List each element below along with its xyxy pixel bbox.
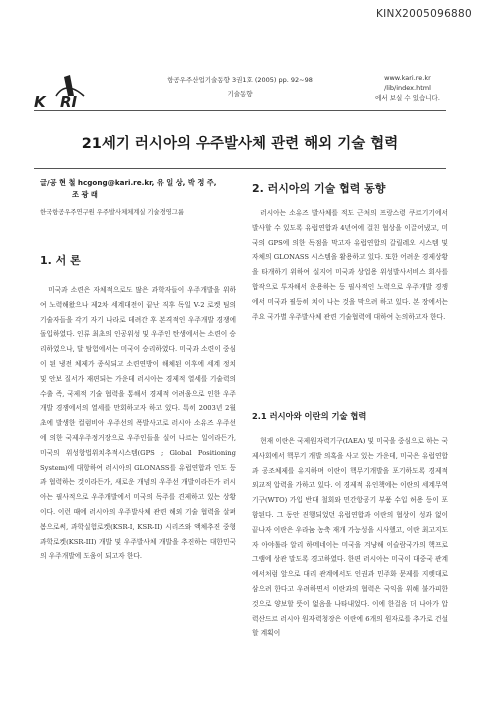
section-2-1-heading: 2.1 러시아와 이란의 기술 협력	[252, 411, 367, 421]
header-divider	[34, 110, 446, 111]
title-divider	[34, 168, 446, 169]
website-url[interactable]: www.kari.re.kr	[384, 74, 431, 82]
website-path[interactable]: /lib/index.html	[384, 84, 431, 92]
website-info	[340, 73, 475, 103]
section-2-body	[252, 206, 448, 324]
kari-logo	[34, 74, 106, 110]
section-2-1-paragraph: 현재 이란은 국제원자력기구(IAEA) 및 미국을 중심으로 하는 국제사회에서 핵무기 개발 의혹을 사고 있는 가운데, 미국은 유럽연합과 공조체제를 유지하며 이란이 핵무기개발을 포기하도록 경제적 외교적 압력을 가하고 있다. 이 경제적 유인책에는 이란의 세계무역기구(WTO) 가입 반대 철회와 민간항공기 부품 수입 허용 등이 포함된다. 그 동안 진행되었던 유럽연합과 이란의 협상이 성과 없이 끝나자 이란은 우라늄 농축 재개 가능성을 시사했고, 이란 최고지도자 아야톨라 알리 하메네이는 미국을 겨냥해 이슬람국가의 핵프로그램에 상관 말도록 경고하였다. 한편 러시아는 미국이 대중국 관계에서처럼 앞으로 대리 관계에서도 인권과 민주화 문제를 지렛대로 삼으려 한다고 우려하면서 이란과의 협력은 국익을 위해 불가피한 것으로 양보할 뜻이 없음을 나타내었다. 이에 한걸음 더 나아가 압력산드르 러시아 원자력청장은 이란에 6개의 원자로를 추가로 건설할 계획이	[252, 437, 448, 638]
intro-paragraph: 미국과 소련은 자체적으로도 많은 과학자들이 우주개발을 위하여 노력해왔으나 제2차 세계대전이 끝난 직후 독일 V-2 로켓 팀의 기술자들을 각기 자기 나라로 데려간 후 본격적인 우주개발 경쟁에 돌입하였다. 인류 최초의 인공위성 및 우주인 탄생에서는 소련이 승리하였으나, 달 탐험에서는 미국이 승리하였다. 미국과 소련이 중심이 된 냉전 체제가 종식되고 소련연방이 해체된 이후에 세계 정치 및 안보 질서가 재편되는 가운데 러시아는 경제적 열세를 기술력의 수출 즉, 국제적 기술 협력을 통해서 경제적 어려움으로 인한 우주개발 경쟁에서의 열세를 만회하고자 하고 있다. 특히 2003년 2월초에 발생한 컬럼비아 우주선의 폭발사고로 러시아 소유즈 우주선에 의한 국제우주정거장으로 우주인들을 실어 나르는 일이라든가, 미국의 위성항법위치추적시스템(GPS ; Global Positioning System)에 대항하여 러시아의 GLONASS를 유럽연합과 인도 등과 협력하는 것이라든가, 새로운 개념의 우주선 개발이라든가 러시아는 필사적으로 우주개발에서 미국의 독주를 견제하고 있는 상황이다. 이런 때에 러시아의 우주발사체 관련 해외 기술 협력을 살펴봄으로써, 과학실험로켓(KSR-I, KSR-II) 시리즈와 액체추진 중형과학로켓(KSR-III) 개발 및 우주발사체 개발을 추진하는 대한민국의 우주개발에 도움이 되고자 한다.	[40, 286, 236, 561]
article-title: 21세기 러시아의 우주발사체 관련 해외 기술 협력	[81, 136, 399, 152]
section-2-1-body	[252, 434, 448, 641]
intro-heading: 1. 서 론	[40, 254, 81, 267]
website-note: 에서 보실 수 있습니다.	[375, 94, 440, 102]
journal-section: 기술동향	[227, 90, 253, 98]
section-2-heading: 2. 러시아의 기술 협력 동향	[252, 182, 386, 195]
journal-citation: 항공우주산업기술동향 3권1호 (2005) pp. 92~98	[167, 76, 313, 84]
intro-body	[40, 283, 236, 564]
author-list	[40, 177, 235, 201]
author-affiliation: 한국항공우주연구원 우주발사체체계실 기술경영그룹	[40, 209, 184, 216]
author-line-2: 조 광 래	[72, 190, 98, 199]
journal-info	[140, 73, 340, 101]
svg-text:K: K	[34, 93, 46, 110]
svg-text:RI: RI	[60, 93, 78, 110]
author-line-1: 글/공 현 철 hcgong@kari.re.kr, 유 일 상, 박 정 주,	[40, 178, 217, 187]
document-id: KINX2005096880	[375, 8, 472, 20]
section-2-paragraph: 러시아는 소유즈 발사체를 적도 근처의 프랑스령 쿠르기기에서 발사할 수 있도록 유럽연합과 4년여에 걸친 협상을 이끌어냈고, 미국의 GPS에 의한 독점을 막고자 유럽연합의 갈릴레오 시스템 및 자체의 GLONASS 시스템을 활용하고 있다. 또한 어려운 경제상황을 타개하기 위하여 실지어 미국과 상업용 위성발사서비스 회사를 합작으로 투자해서 운용하는 등 필사적인 노력으로 우주개발 경쟁에서 미국과 필등히 치이 나는 것을 막으려 하고 있다. 본 장에서는 주요 국가별 우주발사체 관련 기술협력에 대하여 논의하고자 한다.	[252, 209, 448, 321]
